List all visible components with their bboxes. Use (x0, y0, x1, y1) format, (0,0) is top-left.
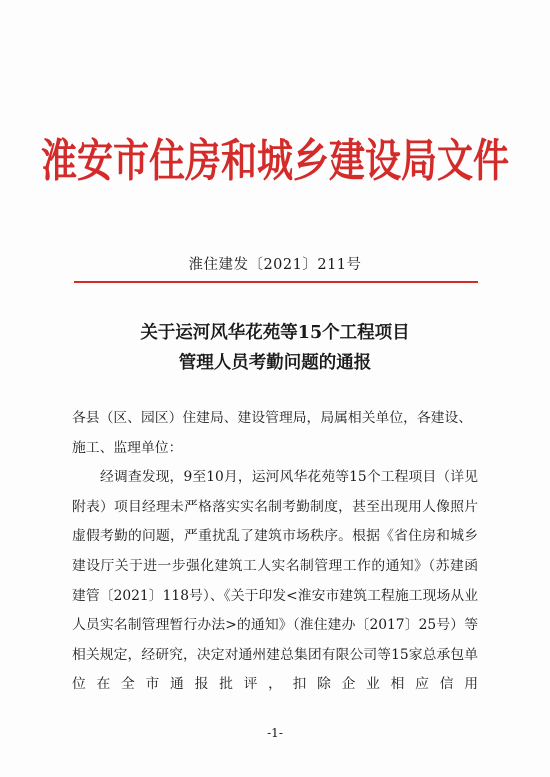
addressee-text: 各县（区、园区）住建局、建设管理局，局属相关单位，各建设、施工、监理单位： (72, 410, 473, 456)
document-number: 淮住建发〔2021〕211号 (188, 257, 362, 273)
red-divider-rule (74, 281, 478, 283)
document-body (72, 404, 478, 700)
notice-title-line-1: 关于运河风华花苑等15个工程项目 (140, 323, 410, 343)
notice-title-line-2: 管理人员考勤问题的通报 (178, 353, 372, 373)
page-number: -1- (267, 726, 283, 740)
body-paragraph: 经调查发现，9至10月，运河风华花苑等15个工程项目（详见附表）项目经理未严格落实实名制考勤制度，甚至出现用人像照片虚假考勤的问题，严重扰乱了建筑市场秩序。根据《省住房和城乡建设厅关于进一步强化建筑工人实名制管理工作的通知》（苏建函建管〔2021〕118号）、《关于印发<淮安市建筑工程施工现场从业人员实名制管理暂行办法>的通知》（淮住建办〔2017〕25号）等相关规定，经研究，决定对通州建总集团有限公司等15家总承包单位在全市通报批评，扣除企业相应信用 (72, 469, 478, 693)
document-header-title: 淮安市住房和城乡建设局文件 (40, 134, 509, 188)
notice-title (0, 318, 550, 378)
